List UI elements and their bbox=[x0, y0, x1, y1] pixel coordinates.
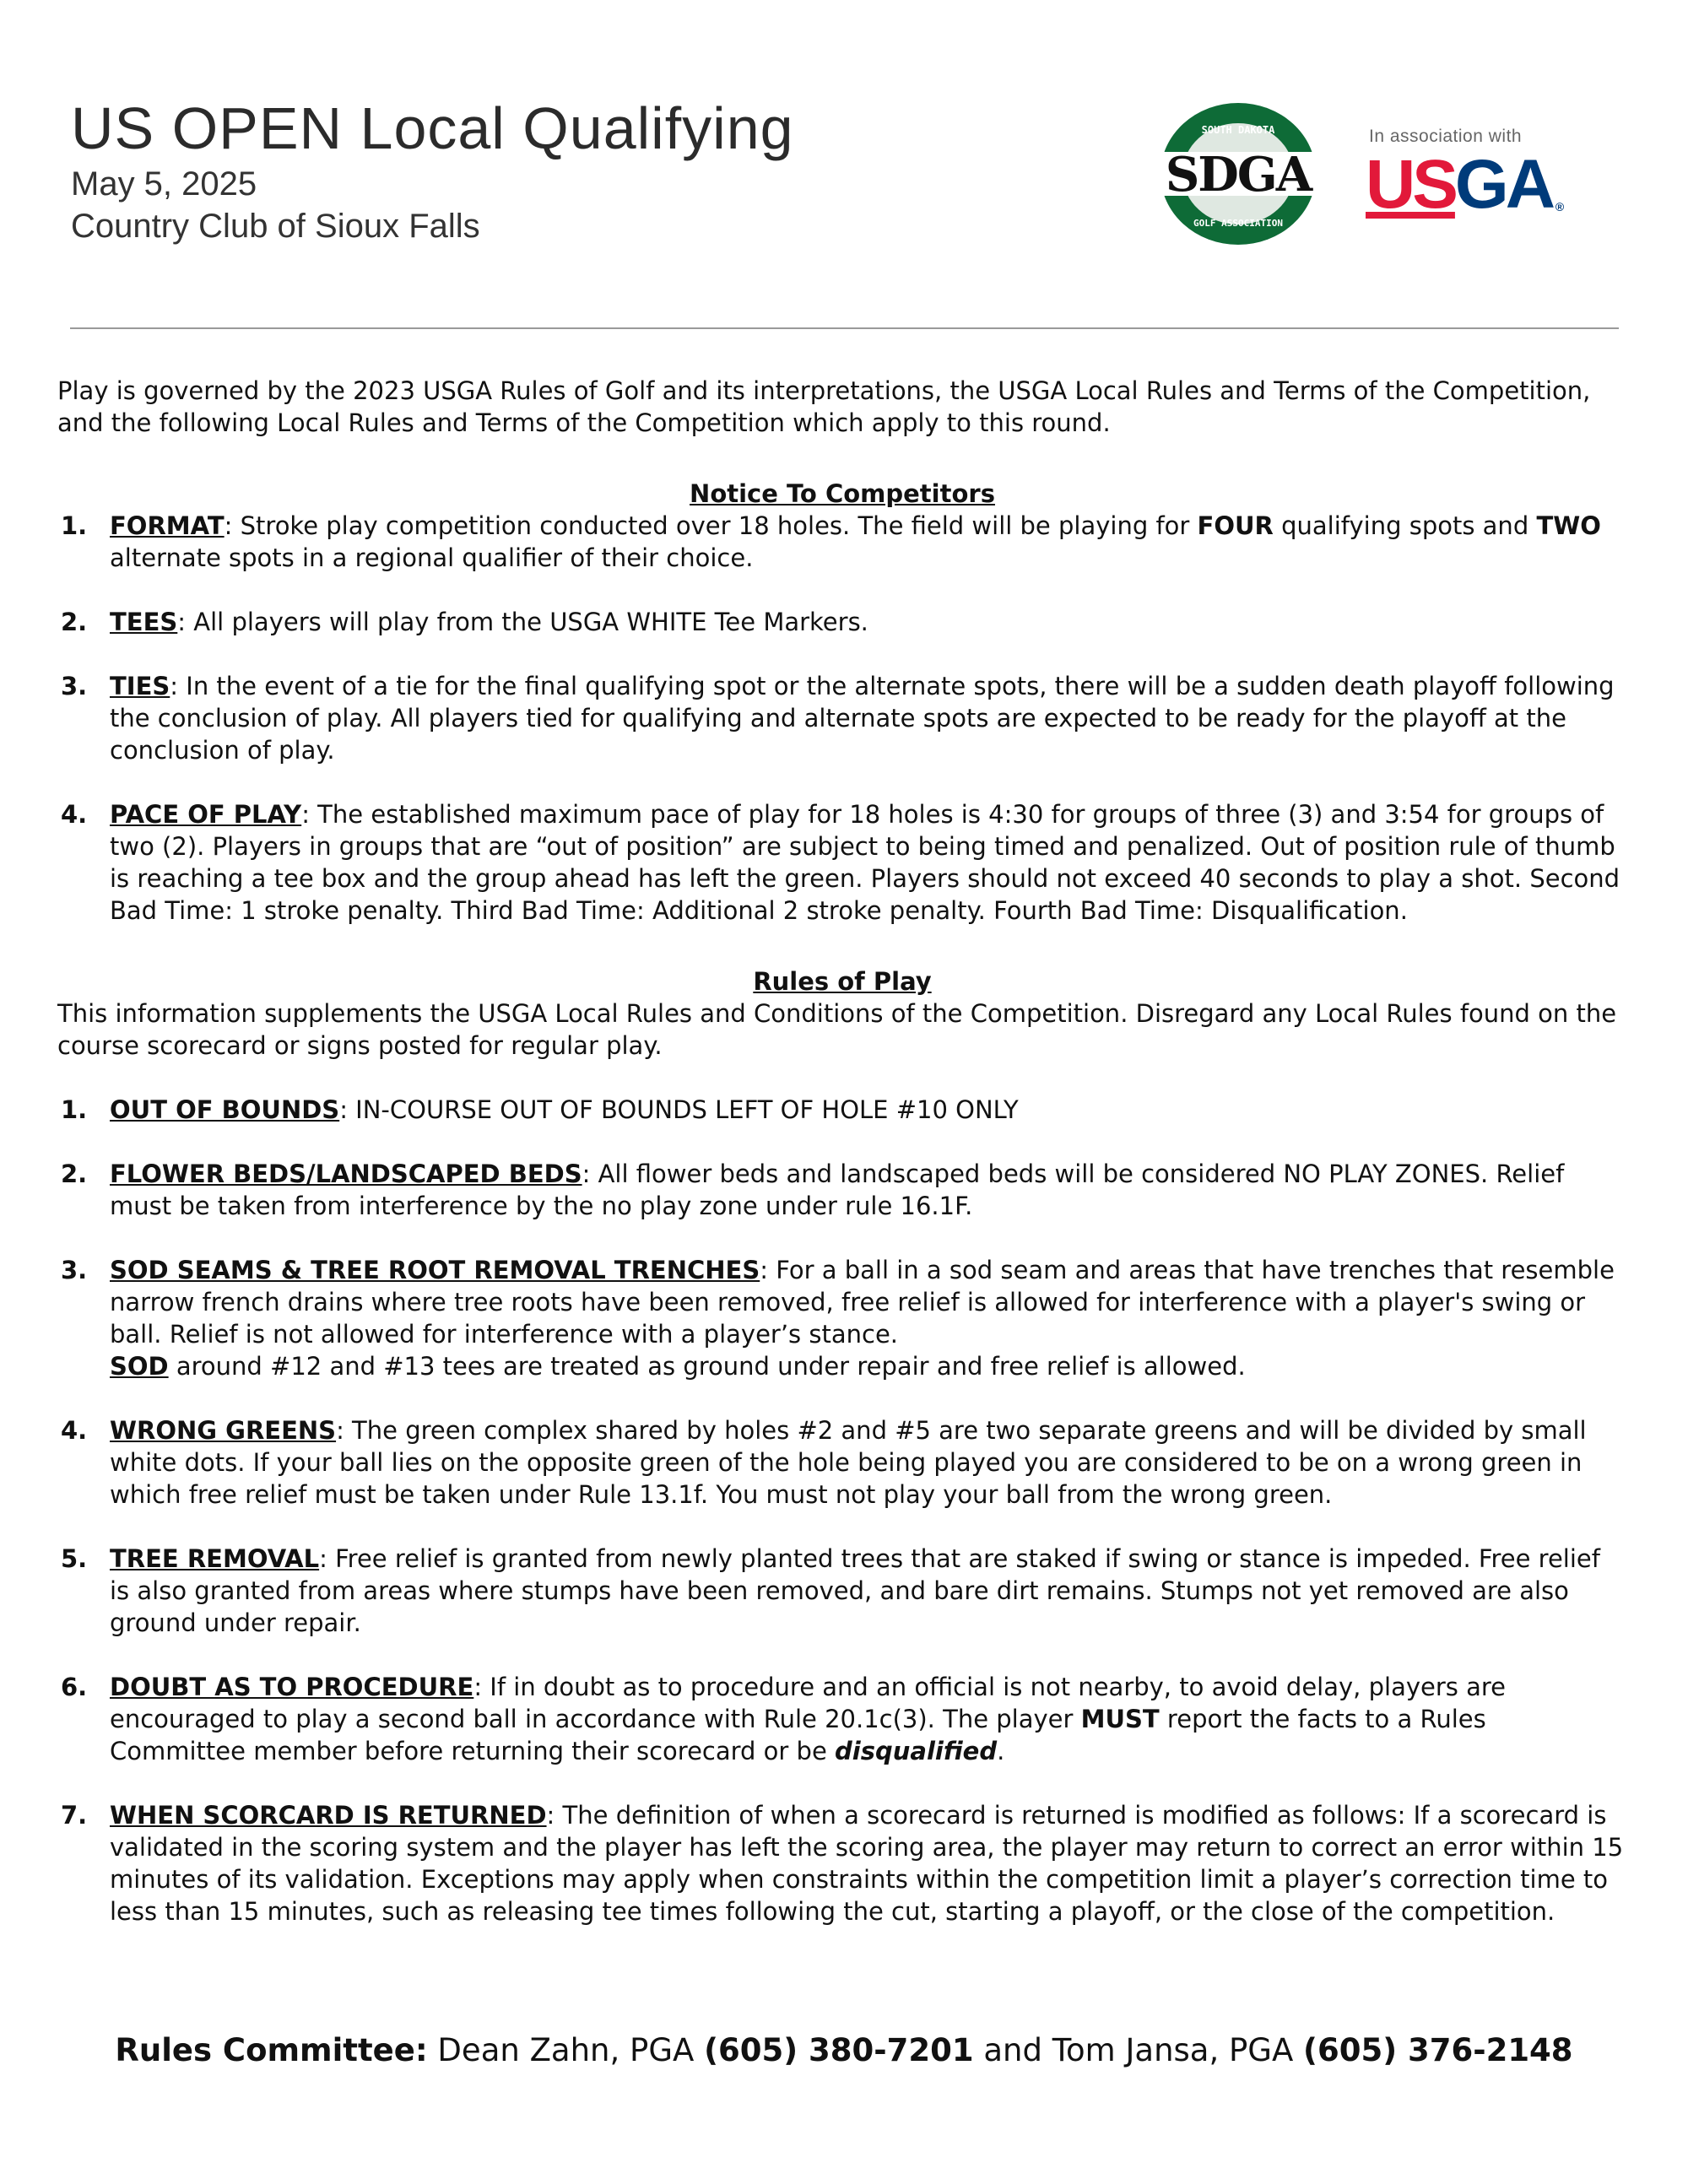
item-number: 1. bbox=[61, 1095, 88, 1124]
document-body bbox=[57, 375, 1627, 1927]
event-date: May 5, 2025 bbox=[71, 165, 257, 203]
usga-logo bbox=[1366, 146, 1565, 223]
item-label: FORMAT bbox=[110, 511, 225, 540]
list-item bbox=[57, 1671, 1627, 1767]
text-run: FOUR bbox=[1197, 511, 1274, 540]
item-number: 4. bbox=[61, 800, 88, 829]
notice-heading: Notice To Competitors bbox=[690, 479, 995, 508]
text-run: : The green complex shared by holes #2 and #5 are two separate greens and will be divided by small white dots. If your ball lies on the opposite green of the hole being played you are considered to be on a wrong green in which free relief must be taken under Rule 13.1f. You must not play your ball from the wrong green. bbox=[110, 1416, 1587, 1509]
item-label: OUT OF BOUNDS bbox=[110, 1095, 340, 1124]
text-run: : Free relief is granted from newly planted trees that are staked if swing or stance is impeded. Free relief is also granted from areas where stumps have been removed, and bare dirt remains. Stumps not yet removed are also ground under repair. bbox=[110, 1544, 1600, 1637]
header-divider bbox=[70, 327, 1619, 329]
text-run: : All players will play from the USGA WHITE Tee Markers. bbox=[177, 608, 868, 636]
item-label: TIES bbox=[110, 672, 170, 700]
sdga-logo bbox=[1152, 100, 1325, 247]
svg-text:SOUTH DAKOTA: SOUTH DAKOTA bbox=[1201, 124, 1275, 136]
intro-paragraph: Play is governed by the 2023 USGA Rules of Golf and its interpretations, the USGA Local Rules and Terms of the Competition, and the following Local Rules and Terms of the Competition which apply to this round. bbox=[57, 376, 1591, 437]
item-label: DOUBT AS TO PROCEDURE bbox=[110, 1673, 474, 1701]
list-item bbox=[57, 1158, 1627, 1222]
text-run: : All flower beds and landscaped beds will be considered NO PLAY ZONES. Relief must be taken from interference by the no play zone under rule 16.1F. bbox=[110, 1160, 1565, 1220]
text-run: : The established maximum pace of play for 18 holes is 4:30 for groups of three (3) and 3:54 for groups of two (2). Players in groups that are “out of position” are subject to being timed and penalized. Out of position rule of thumb is reaching a tee box and the group ahead has left the green. Players should not exceed 40 seconds to play a shot. Second Bad Time: 1 stroke penalty. Third Bad Time: Additional 2 stroke penalty. Fourth Bad Time: Disqualification. bbox=[110, 800, 1620, 925]
item-text bbox=[110, 1094, 1627, 1126]
list-item bbox=[57, 606, 1627, 638]
item-label: WRONG GREENS bbox=[110, 1416, 337, 1445]
item-number: 2. bbox=[61, 1160, 88, 1188]
item-number: 7. bbox=[61, 1801, 88, 1830]
list-item bbox=[57, 1543, 1627, 1639]
text-run: alternate spots in a regional qualifier of their choice. bbox=[110, 543, 754, 572]
text-run: . bbox=[997, 1737, 1005, 1765]
item-number: 3. bbox=[61, 672, 88, 700]
text-run: : Stroke play competition conducted over 18 holes. The field will be playing for bbox=[224, 511, 1198, 540]
list-item bbox=[57, 1254, 1627, 1382]
text-run: and Tom Jansa, PGA bbox=[973, 2032, 1304, 2068]
venue-name: Country Club of Sioux Falls bbox=[71, 208, 480, 245]
association-label: In association with bbox=[1369, 127, 1523, 146]
rules-intro: This information supplements the USGA Local Rules and Conditions of the Competition. Disregard any Local Rules found on the course scorecard or signs posted for regular play. bbox=[57, 999, 1617, 1060]
text-run: qualifying spots and bbox=[1273, 511, 1537, 540]
text-run: : For a ball in a sod seam and areas that have trenches that resemble narrow french drains where tree roots have been removed, free relief is allowed for interference with a player's swing or ball. Relief is not allowed for interference with a player’s stance. bbox=[110, 1256, 1615, 1349]
text-run: around #12 and #13 tees are treated as ground under repair and free relief is allowed. bbox=[168, 1352, 1246, 1381]
item-text bbox=[110, 670, 1627, 766]
text-run: Rules Committee: bbox=[115, 2032, 428, 2068]
item-text bbox=[110, 1158, 1627, 1222]
rules-committee-contact bbox=[0, 2032, 1688, 2068]
svg-text:SDGA: SDGA bbox=[1165, 147, 1312, 203]
usga-logo-us: US bbox=[1366, 146, 1455, 223]
item-text bbox=[110, 606, 1627, 638]
text-run: report the facts to a Rules Committee member before returning their scorecard or be bbox=[110, 1705, 1486, 1765]
item-number: 2. bbox=[61, 608, 88, 636]
item-extra-text bbox=[110, 1350, 1627, 1382]
text-run: disqualified bbox=[835, 1737, 998, 1765]
rules-heading: Rules of Play bbox=[753, 967, 932, 996]
text-run: : In the event of a tie for the final qualifying spot or the alternate spots, there will be a sudden death playoff following the conclusion of play. All players tied for qualifying and alternate spots are expected to be ready for the playoff at the conclusion of play. bbox=[110, 672, 1615, 765]
item-text bbox=[110, 798, 1627, 927]
item-text bbox=[110, 1671, 1627, 1767]
text-run: Dean Zahn, PGA bbox=[427, 2032, 705, 2068]
rules-list bbox=[57, 1094, 1627, 1927]
text-run: : If in doubt as to procedure and an official is not nearby, to avoid delay, players are encouraged to play a second ball in accordance with Rule 20.1c(3). The player bbox=[110, 1673, 1506, 1733]
list-item bbox=[57, 1414, 1627, 1511]
item-text bbox=[110, 1543, 1627, 1639]
item-text bbox=[110, 1254, 1627, 1350]
notice-list bbox=[57, 510, 1627, 927]
item-label: PACE OF PLAY bbox=[110, 800, 302, 829]
item-text bbox=[110, 1799, 1627, 1927]
text-run: : The definition of when a scorecard is returned is modified as follows: If a scorecard is validated in the scoring system and the player has left the scoring area, the player may return to correct an error within 15 minutes of its validation. Exceptions may apply when constraints within the competition limit a player’s correction time to less than 15 minutes, such as releasing tee times following the cut, starting a playoff, or the close of the competition. bbox=[110, 1801, 1624, 1926]
list-item bbox=[57, 798, 1627, 927]
item-label: FLOWER BEDS/LANDSCAPED BEDS bbox=[110, 1160, 582, 1188]
item-label: SOD bbox=[110, 1352, 169, 1381]
item-number: 3. bbox=[61, 1256, 88, 1284]
item-number: 4. bbox=[61, 1416, 88, 1445]
page-title: US OPEN Local Qualifying bbox=[71, 95, 794, 161]
svg-text:GOLF ASSOCIATION: GOLF ASSOCIATION bbox=[1193, 218, 1283, 229]
list-item bbox=[57, 510, 1627, 574]
list-item bbox=[57, 1094, 1627, 1126]
item-label: TREE REMOVAL bbox=[110, 1544, 320, 1573]
text-run: : IN-COURSE OUT OF BOUNDS LEFT OF HOLE #10 ONLY bbox=[339, 1095, 1019, 1124]
item-label: TEES bbox=[110, 608, 178, 636]
item-number: 5. bbox=[61, 1544, 88, 1573]
text-run: (605) 376-2148 bbox=[1303, 2032, 1573, 2068]
item-label: SOD SEAMS & TREE ROOT REMOVAL TRENCHES bbox=[110, 1256, 760, 1284]
item-label: WHEN SCORCARD IS RETURNED bbox=[110, 1801, 547, 1830]
text-run: MUST bbox=[1080, 1705, 1160, 1733]
list-item bbox=[57, 1799, 1627, 1927]
item-number: 6. bbox=[61, 1673, 88, 1701]
item-text bbox=[110, 510, 1627, 574]
item-number: 1. bbox=[61, 511, 88, 540]
usga-logo-ga: GA bbox=[1454, 146, 1552, 223]
item-text bbox=[110, 1414, 1627, 1511]
text-run: TWO bbox=[1536, 511, 1601, 540]
registered-mark: ® bbox=[1555, 200, 1565, 214]
text-run: (605) 380-7201 bbox=[704, 2032, 974, 2068]
list-item bbox=[57, 670, 1627, 766]
